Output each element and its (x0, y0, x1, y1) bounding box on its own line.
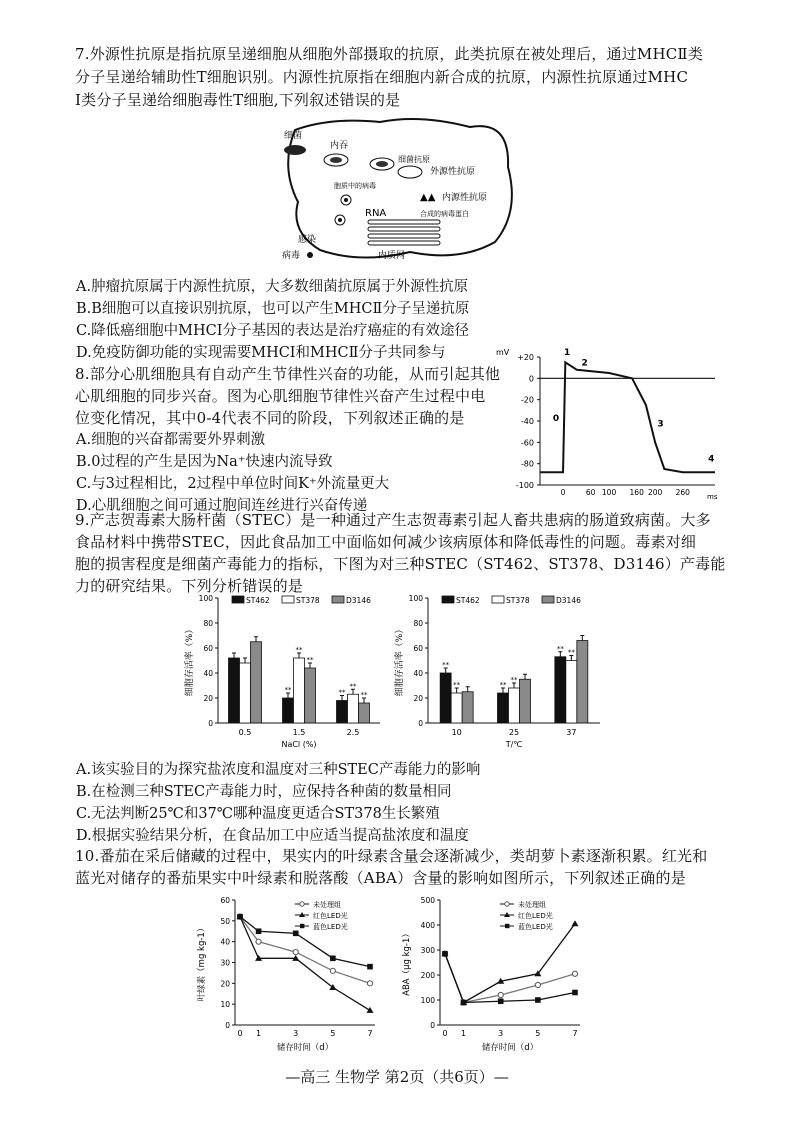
label-endogenous: 内源性抗原 (442, 193, 488, 203)
legend-swatch (232, 596, 244, 603)
significance-mark: ** (567, 648, 575, 657)
y-tick-label: -80 (520, 459, 534, 469)
bar (509, 688, 520, 723)
nacl-bar-chart (180, 588, 385, 758)
bar (359, 703, 370, 723)
x-axis-label: T/℃ (505, 740, 523, 749)
legend-label: 蓝色LED光 (518, 923, 553, 931)
data-point (256, 928, 262, 934)
label-infection: 感染 (298, 235, 317, 245)
y-axis-label: ABA（µg kg-1） (402, 929, 412, 996)
q9-line-1: 9.产志贺毒素大肠杆菌（STEC）是一种通过产生志贺毒素引起人畜共患病的肠道致病菌。大多 (75, 511, 711, 529)
x-tick-label: 7 (367, 1029, 373, 1038)
q7-option-a: A.肿瘤抗原属于内源性抗原，大多数细菌抗原属于外源性抗原 (76, 279, 469, 295)
svg-text:▲▲: ▲▲ (420, 192, 436, 203)
action-potential-chart (495, 345, 725, 505)
bar (348, 694, 359, 723)
series-line (445, 954, 575, 1003)
x-tick-label: 200 (647, 488, 663, 497)
data-point (498, 998, 504, 1004)
significance-mark: ** (360, 691, 368, 699)
y-tick-label: 0 (225, 1021, 230, 1030)
q8-line-1: 8.部分心肌细胞具有自动产生节律性兴奋的功能，从而引起其他 (75, 365, 501, 383)
data-point (330, 968, 335, 973)
x-tick-label: 3 (293, 1029, 299, 1038)
x-tick-label: 0.5 (238, 728, 252, 737)
label-bacterial-antigen: 细菌抗原 (398, 155, 430, 164)
x-axis-label: 储存时间（d） (276, 1043, 334, 1053)
y-tick-label: 0 (430, 1021, 435, 1030)
phase-label: 1 (563, 347, 571, 358)
y-tick-label: 60 (413, 644, 423, 653)
label-exogenous: 外源性抗原 (430, 167, 476, 177)
y-tick-label: 0 (528, 374, 534, 384)
legend-label: 未处理组 (518, 901, 546, 909)
q7-option-b: B.B细胞可以直接识别抗原，也可以产生MHCⅡ分子呈递抗原 (76, 301, 470, 317)
significance-mark: ** (442, 661, 450, 669)
significance-mark: ** (284, 686, 292, 694)
legend-swatch (492, 596, 504, 603)
phase-label: 0 (552, 414, 560, 424)
temperature-bar-chart (390, 588, 605, 758)
y-tick-label: 60 (203, 644, 213, 653)
data-point (237, 914, 243, 920)
data-point (256, 939, 261, 944)
y-tick-label: 500 (420, 896, 435, 905)
y-tick-label: 80 (203, 619, 213, 628)
y-tick-label: 50 (220, 916, 230, 926)
y-tick-label: 200 (420, 971, 435, 980)
x-tick-label: 1 (461, 1029, 467, 1038)
x-tick-label: 100 (601, 488, 617, 497)
x-tick-label: 0 (442, 1029, 448, 1038)
data-point (367, 964, 373, 970)
y-tick-label: 100 (408, 594, 423, 603)
y-tick-label: 40 (220, 937, 230, 947)
data-point (293, 931, 299, 937)
x-tick-label: 160 (629, 488, 644, 497)
bar (555, 657, 566, 723)
y-tick-label: 300 (420, 946, 435, 955)
bacteria-shape (284, 145, 306, 155)
bar (283, 698, 294, 723)
y-axis-label: 细胞存活率（%） (395, 624, 405, 697)
q9-option-b: B.在检测三种STEC产毒能力时，应保持各种菌的数量相同 (76, 784, 452, 800)
q7-line-1: 7.外源性抗原是指抗原呈递细胞从细胞外部摄取的抗原，此类抗原在被处理后，通过MHCⅡ类 (75, 45, 704, 63)
data-point (535, 997, 541, 1003)
data-point (367, 981, 372, 986)
bar (577, 641, 588, 724)
series-line (445, 924, 575, 1003)
y-tick-label: 20 (203, 694, 213, 703)
bar (229, 658, 240, 723)
legend-swatch (282, 596, 294, 603)
x-tick-label: 1 (256, 1029, 262, 1038)
label-synth-protein: 合成的病毒蛋白 (420, 210, 469, 218)
page-footer: —高三 生物学 第2页（共6页）— (285, 1068, 509, 1086)
data-point (498, 992, 503, 997)
bar (294, 658, 305, 723)
y-tick-label: 0 (208, 719, 213, 728)
y-tick-label: 10 (220, 1000, 230, 1010)
legend-label: 红色LED光 (518, 912, 553, 920)
x-tick-label: 10 (451, 728, 462, 737)
q8-option-d: D.心肌细胞之间可通过胞间连丝进行兴奋传递 (76, 498, 368, 514)
q10-line-1: 10.番茄在采后储藏的过程中，果实内的叶绿素含量会逐渐减少，类胡萝卜素逐渐积累。红光和 (75, 847, 708, 865)
data-point (572, 990, 578, 996)
vesicle-3 (398, 166, 422, 178)
bar (462, 692, 473, 723)
label-rna: RNA (365, 208, 387, 219)
label-endocytosis: 内吞 (330, 141, 349, 151)
phase-label: 3 (657, 419, 664, 430)
bar (251, 642, 262, 723)
data-point (535, 982, 540, 987)
bar (498, 693, 509, 723)
y-tick-label: 100 (420, 996, 435, 1005)
legend-label: D3146 (346, 596, 371, 605)
legend-label: 未处理组 (313, 901, 341, 909)
q9-line-3: 胞的损害程度是细菌产毒能力的指标，下图为对三种STEC（ST462、ST378、D3146）产毒能 (75, 555, 726, 573)
legend-label: ST462 (456, 596, 480, 605)
chlorophyll-line-chart (190, 890, 390, 1055)
significance-mark: ** (453, 681, 461, 689)
significance-mark: ** (510, 676, 518, 684)
series-line (445, 954, 575, 1003)
significance-mark: ** (499, 681, 507, 689)
legend-swatch (542, 596, 554, 603)
label-bacteria: 细菌 (284, 131, 303, 141)
q9-line-2: 食品材料中携带STEC，因此食品加工中面临如何减少该病原体和降低毒性的问题。毒素对细 (75, 533, 697, 551)
q8-option-b: B.0过程的产生是因为Na⁺快速内流导致 (76, 454, 333, 470)
data-point (330, 956, 336, 962)
x-tick-label: 2.5 (346, 728, 360, 737)
y-tick-label: 20 (220, 979, 230, 989)
x-axis-label: NaCl (%) (281, 740, 317, 749)
y-axis-label: 叶绿素（mg kg-1） (197, 923, 207, 1002)
bar (566, 661, 577, 724)
y-unit-label: mV (496, 348, 510, 357)
endoplasmic-reticulum (368, 220, 440, 245)
significance-mark: ** (349, 682, 357, 691)
x-tick-label: 3 (498, 1029, 504, 1038)
legend-label: D3146 (556, 596, 581, 605)
significance-mark: ** (306, 656, 314, 664)
label-virus-in-cell: 胞质中的病毒 (334, 182, 376, 190)
virus-particle (307, 252, 313, 258)
x-tick-label: 5 (535, 1029, 541, 1038)
phase-label: 2 (581, 358, 588, 369)
x-tick-label: 25 (508, 728, 520, 737)
antigen-cell-diagram (270, 112, 530, 272)
y-tick-label: 400 (420, 921, 435, 930)
series-line (240, 917, 370, 984)
x-tick-label: 5 (330, 1029, 336, 1038)
data-point (461, 1000, 467, 1006)
legend-label: ST378 (506, 596, 530, 605)
x-tick-label: 0 (237, 1029, 243, 1038)
legend-marker (300, 924, 304, 928)
q9-line-4: 力的研究结果。下列分析错误的是 (75, 577, 304, 595)
x-tick-label: 37 (566, 728, 577, 737)
q8-option-c: C.与3过程相比，2过程中单位时间K⁺外流量更大 (76, 476, 390, 492)
aba-line-chart (395, 890, 595, 1055)
y-tick-label: -40 (520, 417, 534, 426)
y-tick-label: 40 (413, 669, 423, 678)
y-tick-label: -60 (520, 438, 534, 448)
q8-line-2: 心肌细胞的同步兴奋。图为心肌细胞节律性兴奋产生过程中电 (75, 387, 486, 405)
phase-label: 4 (708, 454, 715, 465)
y-tick-label: 30 (220, 958, 230, 968)
bar (305, 668, 316, 723)
x-tick-label: 0 (560, 488, 566, 497)
q9-option-c: C.无法判断25℃和37℃哪种温度更适合ST378生长繁殖 (76, 806, 440, 822)
y-tick-label: 80 (413, 619, 423, 628)
bar (337, 701, 348, 724)
y-tick-label: -100 (515, 481, 534, 490)
y-tick-label: 60 (220, 896, 230, 905)
x-tick-label: 260 (675, 488, 690, 497)
legend-label: 蓝色LED光 (313, 923, 348, 931)
q9-option-a: A.该实验目的为探究盐浓度和温度对三种STEC产毒能力的影响 (76, 762, 481, 778)
label-er: 内质网 (378, 251, 406, 261)
data-point (293, 949, 298, 954)
q7-option-d: D.免疫防御功能的实现需要MHCⅠ和MHCⅡ分子共同参与 (76, 345, 446, 361)
data-point (572, 971, 577, 976)
bar (451, 693, 462, 723)
significance-mark: ** (556, 644, 564, 653)
y-tick-label: -20 (520, 395, 534, 405)
legend-swatch (332, 596, 344, 603)
x-unit-label: ms (707, 493, 718, 501)
x-tick-label: 60 (585, 488, 596, 497)
y-tick-label: 20 (413, 694, 423, 703)
q10-line-2: 蓝光对储存的番茄果实中叶绿素和脱落酸（ABA）含量的影响如图所示，下列叙述正确的是 (75, 869, 686, 887)
significance-mark: ** (338, 688, 346, 697)
legend-label: ST462 (246, 596, 270, 605)
x-tick-label: 7 (572, 1029, 578, 1038)
data-point (367, 1007, 374, 1013)
y-axis-label: 细胞存活率（%） (185, 624, 195, 697)
legend-marker (300, 902, 304, 906)
y-tick-label: +20 (517, 353, 534, 362)
q7-option-c: C.降低癌细胞中MHCⅠ分子基因的表达是治疗癌症的有效途径 (76, 323, 469, 339)
y-tick-label: 100 (198, 594, 213, 603)
data-point (442, 951, 448, 957)
legend-marker (505, 902, 509, 906)
q7-line-2: 分子呈递给辅助性T细胞识别。内源性抗原指在细胞内新合成的抗原，内源性抗原通过MHC (75, 68, 689, 86)
bar (240, 663, 251, 723)
significance-mark: ** (295, 646, 303, 654)
q9-option-d: D.根据实验结果分析，在食品加工中应适当提高盐浓度和温度 (76, 828, 469, 844)
cell-membrane (288, 119, 512, 258)
y-tick-label: 40 (203, 669, 213, 678)
legend-marker (505, 924, 509, 928)
bar (520, 679, 531, 723)
q8-line-3: 位变化情况，其中0-4代表不同的阶段，下列叙述正确的是 (75, 409, 465, 427)
bar (440, 673, 451, 723)
x-axis-label: 储存时间（d） (481, 1043, 539, 1053)
legend-label: ST378 (296, 596, 320, 605)
legend-swatch (442, 596, 454, 603)
q7-line-3: Ⅰ类分子呈递给细胞毒性T细胞,下列叙述错误的是 (75, 91, 401, 109)
x-tick-label: 1.5 (292, 728, 306, 737)
legend-label: 红色LED光 (313, 912, 348, 920)
q8-option-a: A.细胞的兴奋都需要外界刺激 (76, 432, 266, 448)
label-virus: 病毒 (282, 251, 301, 261)
data-point (572, 920, 579, 926)
y-tick-label: 0 (418, 719, 423, 728)
